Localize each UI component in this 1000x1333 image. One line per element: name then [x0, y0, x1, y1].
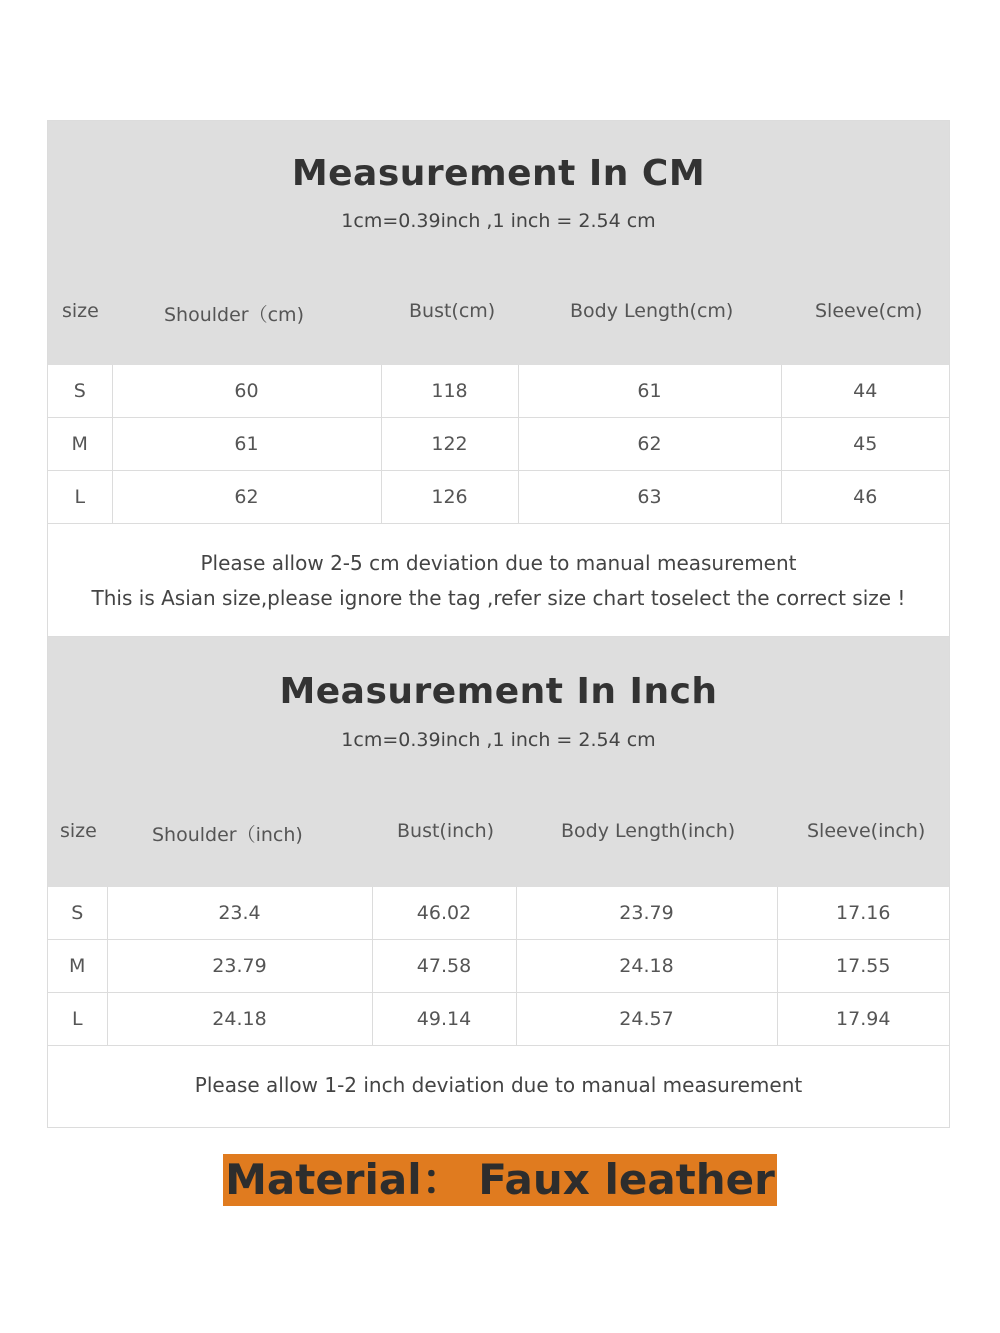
column-header-shoulder: Shoulder（inch): [152, 824, 303, 846]
deviation-note: Please allow 1-2 inch deviation due to manual measurement: [194, 1073, 803, 1097]
column-header-sleeve: Sleeve(inch): [807, 820, 926, 842]
inch-size-table: [48, 887, 949, 1046]
table-cell: 17.55: [777, 940, 949, 993]
table-cell: 63: [518, 471, 781, 524]
table-cell: M: [48, 418, 112, 471]
table-cell: 23.4: [107, 887, 372, 940]
table-cell: 122: [381, 418, 518, 471]
table-cell: 49.14: [372, 993, 516, 1046]
cm-chart-title: Measurement In CM: [291, 153, 706, 194]
material-label: Material： Faux leather: [225, 1155, 775, 1204]
table-row: [48, 993, 949, 1046]
material-section: [0, 1154, 1000, 1206]
table-cell: M: [48, 940, 107, 993]
cm-size-chart: [47, 120, 950, 637]
table-cell: 17.94: [777, 993, 949, 1046]
table-cell: 118: [381, 365, 518, 418]
inch-chart-notes: [48, 1046, 949, 1103]
inch-chart-header: [48, 637, 949, 887]
column-header-shoulder: Shoulder（cm): [164, 304, 304, 326]
table-cell: 126: [381, 471, 518, 524]
cm-chart-header: [48, 121, 949, 365]
table-cell: S: [48, 887, 107, 940]
column-header-sleeve: Sleeve(cm): [815, 300, 923, 322]
cm-chart-notes: [48, 524, 949, 616]
table-cell: 62: [518, 418, 781, 471]
table-cell: 46: [781, 471, 949, 524]
table-cell: 46.02: [372, 887, 516, 940]
column-header-body-length: Body Length(inch): [561, 820, 736, 842]
table-cell: 61: [112, 418, 381, 471]
inch-column-headers: [48, 820, 949, 850]
table-row: [48, 365, 949, 418]
table-cell: 17.16: [777, 887, 949, 940]
inch-chart-title: Measurement In Inch: [279, 671, 718, 712]
table-cell: S: [48, 365, 112, 418]
column-header-body-length: Body Length(cm): [570, 300, 734, 322]
table-cell: 24.18: [516, 940, 777, 993]
table-cell: L: [48, 993, 107, 1046]
table-cell: 61: [518, 365, 781, 418]
column-header-bust: Bust(cm): [409, 300, 496, 322]
column-header-size: size: [60, 820, 97, 842]
table-cell: 23.79: [516, 887, 777, 940]
table-cell: 62: [112, 471, 381, 524]
asian-size-note: This is Asian size,please ignore the tag ,refer size chart toselect the correct size !: [91, 586, 906, 610]
table-cell: L: [48, 471, 112, 524]
table-row: [48, 471, 949, 524]
deviation-note: Please allow 2-5 cm deviation due to manual measurement: [200, 551, 797, 575]
cm-size-table: [48, 365, 949, 524]
inch-size-chart: [47, 637, 950, 1128]
table-cell: 23.79: [107, 940, 372, 993]
table-cell: 24.57: [516, 993, 777, 1046]
cm-chart-conversion-note: 1cm=0.39inch ,1 inch = 2.54 cm: [341, 210, 656, 232]
table-cell: 44: [781, 365, 949, 418]
column-header-bust: Bust(inch): [397, 820, 495, 842]
table-cell: 45: [781, 418, 949, 471]
table-cell: 24.18: [107, 993, 372, 1046]
table-row: [48, 940, 949, 993]
cm-column-headers: [48, 300, 949, 330]
column-header-size: size: [62, 300, 99, 322]
table-cell: 47.58: [372, 940, 516, 993]
table-row: [48, 887, 949, 940]
inch-chart-conversion-note: 1cm=0.39inch ,1 inch = 2.54 cm: [341, 729, 656, 751]
table-cell: 60: [112, 365, 381, 418]
table-row: [48, 418, 949, 471]
